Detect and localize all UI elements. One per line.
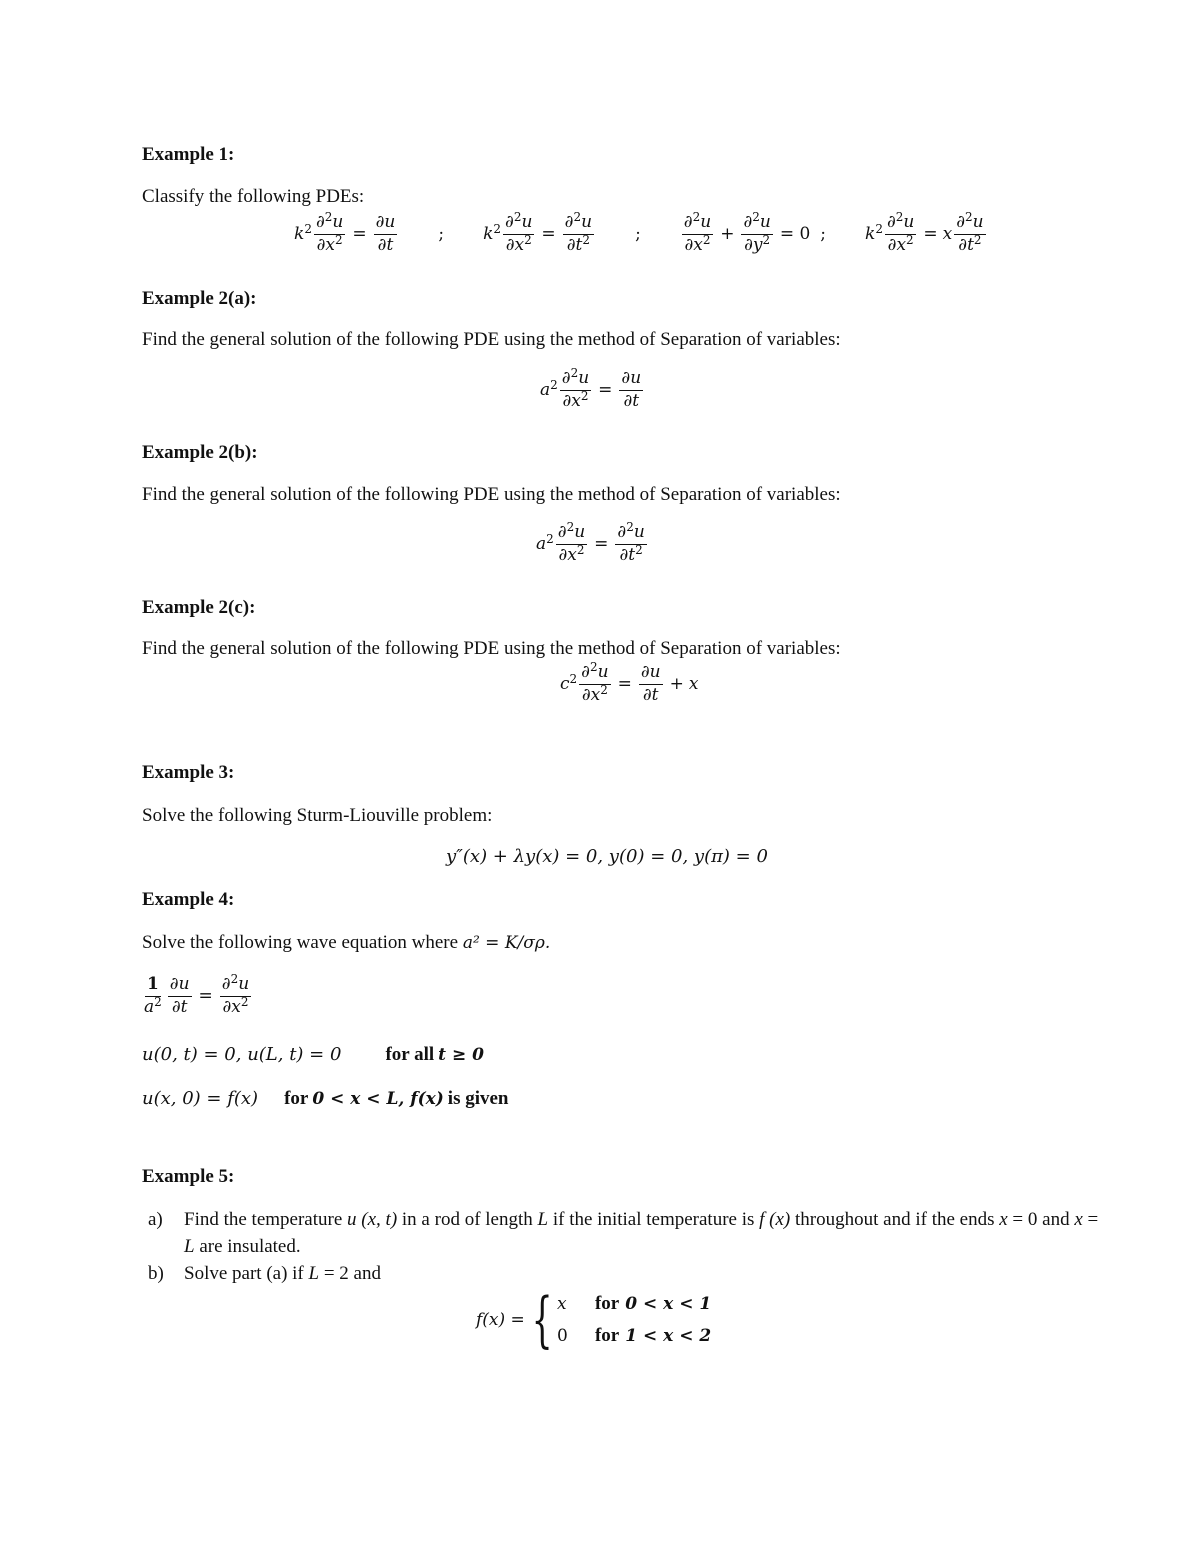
example-5-piecewise (476, 1285, 712, 1355)
separator: ; (635, 224, 641, 245)
case-word: for (594, 1325, 620, 1346)
part-math: L (537, 1209, 549, 1230)
separator: ; (438, 224, 445, 245)
part-text: are insulated. (199, 1236, 301, 1257)
example-3-text: Solve the following Sturm-Liouville problem: (142, 805, 493, 826)
example-5-parts (148, 1206, 1108, 1287)
piecewise-lhs: f(x) = (476, 1310, 525, 1330)
part-math: x (1074, 1209, 1083, 1230)
part-math: x (999, 1209, 1008, 1230)
example-1-heading: Example 1: (142, 144, 235, 165)
example-4-heading: Example 4: (142, 889, 235, 910)
bc-math: u(0, t) = 0, u(L, t) = 0 (142, 1044, 342, 1065)
part-text: Find the temperature (184, 1209, 343, 1230)
example-3-equation: y″(x) + λy(x) = 0, y(0) = 0, y(π) = 0 (446, 846, 768, 867)
part-label: a) (148, 1209, 163, 1230)
ic-math: u(x, 0) = f(x) (142, 1088, 259, 1109)
example-2c-equation: $c^2$ $\frac{\partial^2u}{\partial x^2}$ = $\frac{\partial u}{\partial t}$ + x (560, 660, 699, 705)
piecewise-row (557, 1320, 711, 1352)
part-label: b) (148, 1263, 164, 1284)
bc-text: for all (385, 1044, 435, 1065)
example-2b-equation: $a^2$ $\frac{\partial^2u}{\partial x^2}$ = $\frac{\partial^2u}{\partial t^2}$ (536, 520, 645, 565)
example-4-text-line (142, 932, 550, 954)
separator: ; (820, 224, 827, 245)
example-1-equations: $k^2$ $\frac{\partial^2u}{\partial x^2}$ = $\frac{\partial u}{\partial t}$ ; $k^2$ $\frac{\partial^2u}{\partial x^2}$ = $\frac{\partial^2u}{\partial t^2}$ ; $\frac{\partial^2u}{\partial x^2}$ + $\frac{\partial^2u}{\partial y^2}$ = 0 ; $k^2$ $\frac{\partial^2u}{\partial x^2}$ = x $\frac{\partial^2u}{\partial t^2}$ (294, 210, 984, 255)
bc-cond: t ≥ 0 (438, 1045, 484, 1065)
example-2a-heading: Example 2(a): (142, 288, 257, 309)
piecewise-row (557, 1288, 711, 1320)
part-math: L (184, 1236, 195, 1257)
part-math: u (x, t) (347, 1209, 398, 1230)
example-2c-heading: Example 2(c): (142, 597, 256, 618)
example-2a-text: Find the general solution of the following PDE using the method of Separation of variables: (142, 329, 841, 350)
ic-tail: is given (447, 1088, 509, 1109)
case-cond: 1 < x < 2 (625, 1326, 712, 1346)
example-4-boundary-conditions (142, 1044, 484, 1066)
example-5-heading: Example 5: (142, 1166, 235, 1187)
ic-text: for (284, 1088, 309, 1109)
example-2a-equation: $a^2$ $\frac{\partial^2u}{\partial x^2}$ = $\frac{\partial u}{\partial t}$ (540, 366, 642, 411)
part-text: = 0 and (1012, 1209, 1070, 1230)
example-2b-heading: Example 2(b): (142, 442, 258, 463)
piecewise-cases (557, 1288, 711, 1352)
part-text: in a rod of length (401, 1209, 533, 1230)
part-math: f (x) (759, 1209, 791, 1230)
example-4-wave-equation: $\frac{1}{a^2}$ $\frac{\partial u}{\partial t}$ = $\frac{\partial^2u}{\partial x^2}$ (144, 972, 250, 1017)
example-4-initial-condition (142, 1088, 509, 1110)
example-2b-text: Find the general solution of the following PDE using the method of Separation of variables: (142, 484, 841, 505)
brace-icon: { (531, 1285, 553, 1355)
case-cond: 0 < x < 1 (625, 1294, 712, 1314)
list-item (148, 1260, 1108, 1287)
example-4-text: Solve the following wave equation where (142, 932, 459, 953)
part-text: Solve part (a) if (184, 1263, 304, 1284)
part-text: if the initial temperature is (552, 1209, 755, 1230)
case-value: 0 (556, 1326, 568, 1346)
part-math: L (308, 1263, 320, 1284)
example-2c-text: Find the general solution of the following PDE using the method of Separation of variables: (142, 638, 841, 659)
example-1-text: Classify the following PDEs: (142, 186, 365, 207)
ic-cond: 0 < x < L, f(x) (312, 1089, 444, 1109)
example-4-where-math: a² = K/σρ. (462, 933, 551, 953)
part-text: = 2 and (323, 1263, 381, 1284)
case-value: x (556, 1294, 567, 1314)
list-item (148, 1206, 1108, 1260)
part-text: = (1087, 1209, 1099, 1230)
example-3-heading: Example 3: (142, 762, 235, 783)
case-word: for (594, 1293, 620, 1314)
part-text: throughout and if the ends (795, 1209, 995, 1230)
